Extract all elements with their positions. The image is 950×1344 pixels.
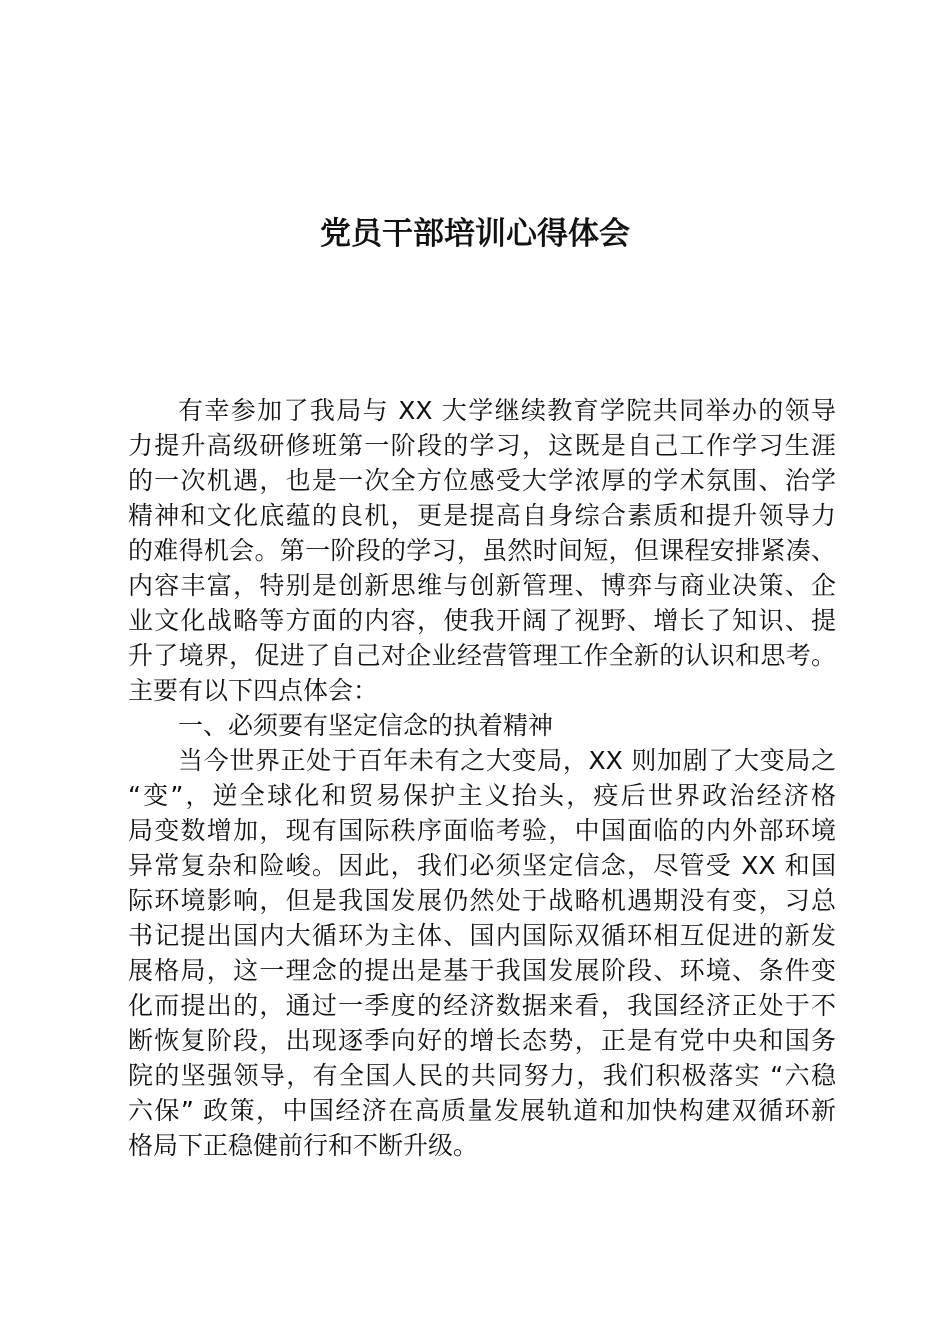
paragraph-line: 精神和文化底蕴的良机，更是提高自身综合素质和提升领导力 [128, 501, 836, 530]
paragraph-line: 主要有以下四点体会： [128, 676, 379, 705]
paragraph-line: 的难得机会。第一阶段的学习，虽然时间短，但课程安排紧凑、 [128, 536, 836, 565]
document-title: 党员干部培训心得体会 [320, 216, 630, 252]
paragraph-line: 内容丰富，特别是创新思维与创新管理、博弈与商业决策、企 [128, 571, 836, 600]
paragraph-line: 异常复杂和险峻。因此，我们必须坚定信念，尽管受 XX 和国 [128, 851, 836, 880]
paragraph-line: 当今世界正处于百年未有之大变局，XX 则加剧了大变局之 [178, 746, 836, 775]
paragraph-line: 院的坚强领导，有全国人民的共同努力，我们积极落实 “六稳 [128, 1061, 836, 1090]
paragraph-line: 化而提出的，通过一季度的经济数据来看，我国经济正处于不 [128, 991, 836, 1020]
paragraph-line: 六保” 政策，中国经济在高质量发展轨道和加快构建双循环新 [128, 1096, 836, 1125]
paragraph-line: 展格局，这一理念的提出是基于我国发展阶段、环境、条件变 [128, 956, 836, 985]
paragraph-line: 书记提出国内大循环为主体、国内国际双循环相互促进的新发 [128, 921, 836, 950]
paragraph-line: 升了境界，促进了自己对企业经营管理工作全新的认识和思考。 [128, 641, 836, 670]
paragraph-line: “变”，逆全球化和贸易保护主义抬头，疫后世界政治经济格 [128, 781, 836, 810]
section-heading: 一、必须要有坚定信念的执着精神 [178, 711, 554, 740]
paragraph-line: 力提升高级研修班第一阶段的学习，这既是自己工作学习生涯 [128, 431, 836, 460]
paragraph-line: 的一次机遇，也是一次全方位感受大学浓厚的学术氛围、治学 [128, 466, 836, 495]
paragraph-line: 局变数增加，现有国际秩序面临考验，中国面临的内外部环境 [128, 816, 836, 845]
paragraph-line: 业文化战略等方面的内容，使我开阔了视野、增长了知识、提 [128, 606, 836, 635]
paragraph-line: 格局下正稳健前行和不断升级。 [128, 1131, 479, 1160]
paragraph-line: 有幸参加了我局与 XX 大学继续教育学院共同举办的领导 [178, 396, 836, 425]
document-body [128, 393, 836, 1163]
paragraph-line: 际环境影响，但是我国发展仍然处于战略机遇期没有变，习总 [128, 886, 836, 915]
paragraph-line: 断恢复阶段，出现逐季向好的增长态势，正是有党中央和国务 [128, 1026, 836, 1055]
